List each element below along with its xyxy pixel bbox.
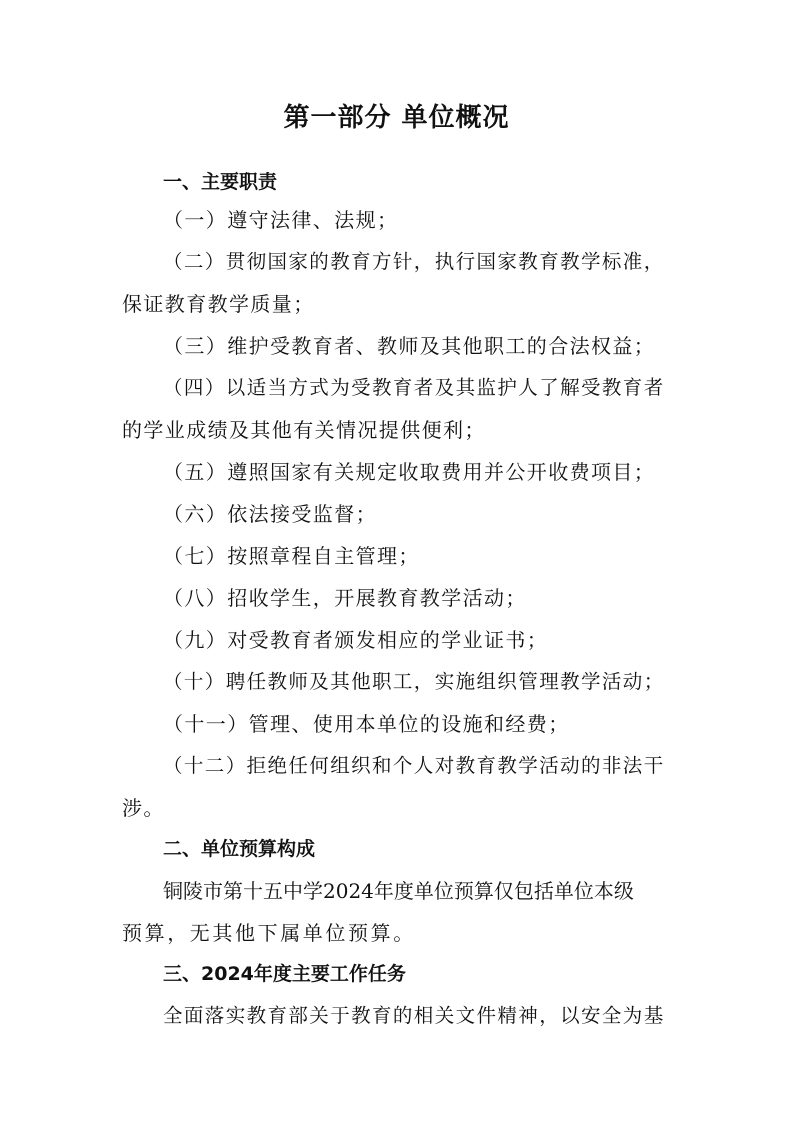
duty-item-10: （十）聘任教师及其他职工，实施组织管理教学活动； [163,670,665,693]
duty-item-3: （三）维护受教育者、教师及其他职工的合法权益； [163,334,656,358]
duty-item-5: （五）遵照国家有关规定收取费用并公开收费项目； [163,460,656,484]
duty-item-11: （十一）管理、使用本单位的设施和经费； [163,712,570,736]
duty-item-4-cont: 的学业成绩及其他有关情况提供便利； [122,418,486,442]
duty-item-9: （九）对受教育者颁发相应的学业证书； [163,628,549,652]
section-heading-main-tasks: 三、2024年度主要工作任务 [163,963,406,985]
duty-item-7: （七）按照章程自主管理； [163,544,420,568]
duty-item-12: （十二）拒绝任何组织和个人对教育教学活动的非法干 [163,754,665,777]
duty-item-12-cont: 涉。 [122,796,165,820]
section-heading-main-duties: 一、主要职责 [163,171,278,193]
duty-item-8: （八）招收学生，开展教育教学活动； [163,586,527,610]
tasks-paragraph-line-1: 全面落实教育部关于教育的相关文件精神，以安全为基 [163,1004,665,1027]
page-title: 第一部分 单位概况 [283,103,510,133]
duty-item-4: （四）以适当方式为受教育者及其监护人了解受教育者 [163,376,665,399]
duty-item-1: （一）遵守法律、法规； [163,208,399,232]
budget-paragraph-line-1: 铜陵市第十五中学2024年度单位预算仅包括单位本级 [163,879,634,903]
section-heading-budget-composition: 二、单位预算构成 [163,838,316,860]
duty-item-6: （六）依法接受监督； [163,502,377,526]
duty-item-2: （二）贯彻国家的教育方针，执行国家教育教学标准， [163,250,665,273]
duty-item-2-cont: 保证教育教学质量； [122,292,315,316]
budget-paragraph-line-2: 预算，无其他下属单位预算。 [122,921,416,945]
